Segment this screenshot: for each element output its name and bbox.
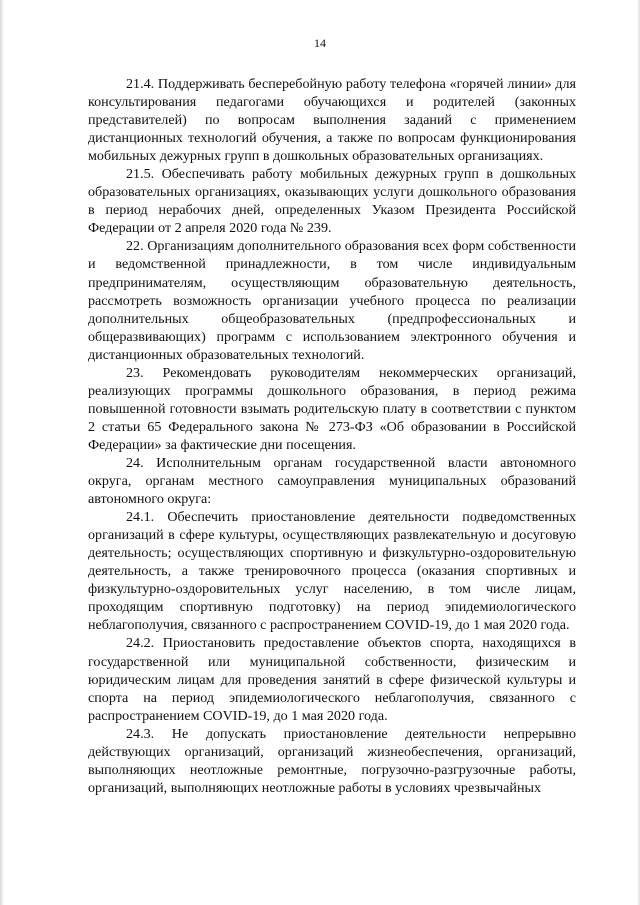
paragraph-22: 22. Организациям дополнительного образования всех форм собственности и ведомственной принадлежности, в том числе индивидуальным предпринимателям, осуществляющим образовательную деятельность, рассмотреть возможность организации учебного процесса по реализации дополнительных общеобразовательных (предпрофессиональных и общеразвивающих) программ с использованием электронного обучения и дистанционных образовательных технологий.: [88, 238, 576, 363]
paragraph-24-1: 24.1. Обеспечить приостановление деятельности подведомственных организаций в сфере культуры, осуществляющих развлекательную и досуговую деятельность; осуществляющих спортивную и физкультурно-оздоровительную деятельность, а также тренировочного процесса (оказания спортивных и физкультурно-оздоровительных услуг населению, в том числе лицам, проходящим спортивную подготовку) на период эпидемиологического неблагополучия, связанного с распространением COVID-19, до 1 мая 2020 года.: [88, 509, 576, 634]
paragraph-21-5: 21.5. Обеспечивать работу мобильных дежурных групп в дошкольных образовательных организациях, оказывающих услуги дошкольного образования в период нерабочих дней, определенных Указом Президента Российской Федерации от 2 апреля 2020 года № 239.: [88, 166, 576, 237]
page-edge-left: [0, 0, 4, 905]
paragraph-24: 24. Исполнительным органам государственной власти автономного округа, органам местного самоуправления муниципальных образований автономного округа:: [88, 454, 576, 508]
document-body: [88, 75, 576, 797]
paragraph-21-4: 21.4. Поддерживать бесперебойную работу телефона «горячей линии» для консультирования педагогами обучающихся и родителей (законных представителей) по вопросам выполнения заданий с применением дистанционных технологий обучения, а также по вопросам функционирования мобильных дежурных групп в дошкольных образовательных организациях.: [88, 76, 576, 165]
paragraph-24-3: 24.3. Не допускать приостановление деятельности непрерывно действующих организаций, организаций жизнеобеспечения, организаций, выполняющих неотложные ремонтные, погрузочно-разгрузочные работы, организаций, выполняющих неотложные работы в условиях чрезвычайных: [88, 725, 576, 796]
paragraph-23: 23. Рекомендовать руководителям некоммерческих организаций, реализующих программы дошкольного образования, в период режима повышенной готовности взымать родительскую плату в соответствии с пунктом 2 статьи 65 Федерального закона № 273-ФЗ «Об образовании в Российской Федерации» за фактические дни посещения.: [88, 364, 576, 453]
page-number: 14: [314, 36, 326, 50]
paragraph-24-2: 24.2. Приостановить предоставление объектов спорта, находящихся в государственной или муниципальной собственности, физическим и юридическим лицам для проведения занятий в сфере физической культуры и спорта на период эпидемиологического неблагополучия, связанного с распространением COVID-19, до 1 мая 2020 года.: [88, 635, 576, 724]
